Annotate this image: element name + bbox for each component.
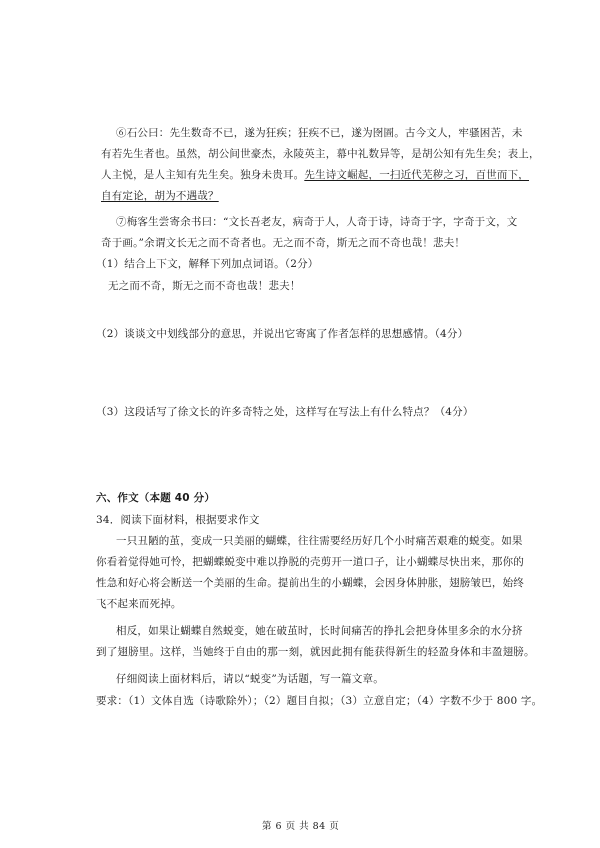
material-p1-line2: 你看着觉得她可怜，把蝴蝶蜕变中难以挣脱的壳剪开一道口子，让小蝴蝶尽快出来，那你的 (96, 556, 524, 568)
question-34-title: 34．阅读下面材料，根据要求作文 (96, 514, 260, 526)
question-1-quote: 无之而不奇，斯无之而不奇也哉！悲夫！ (108, 280, 301, 292)
question-2-prompt: （2）谈谈文中划线部分的意思，并说出它寄寓了作者怎样的思想感情。（4分） (96, 328, 469, 340)
page-number-footer: 第 6 页 共 84 页 (262, 821, 340, 832)
section-6-heading: 六、作文（本题 40 分） (96, 492, 216, 504)
passage-p6-line2: 有若先生者也。虽然，胡公间世豪杰，永陵英主，幕中礼数异等，是胡公知有先生矣；表上， (101, 148, 540, 160)
question-3-prompt: （3）这段话写了徐文长的许多奇特之处，这样写在写法上有什么特点？（4分） (96, 406, 474, 418)
material-p1-line3: 性急和好心将会断送一个美丽的生命。提前出生的小蝴蝶，会因身体肿胀，翅膀皱巴，始终 (96, 577, 524, 589)
composition-requirements: 要求：（1）文体自选（诗歌除外）；（2）题目自拟；（3）立意自定；（4）字数不少于 800 字。 (96, 695, 543, 707)
composition-instruction: 仔细阅读上面材料后，请以“蜕变”为话题，写一篇文章。 (116, 673, 384, 685)
passage-p6-line1: ⑥石公曰：先生数奇不已，遂为狂疾；狂疾不已，遂为囹圄。古今文人，牢骚困苦，未 (116, 127, 523, 139)
material-p1-line1: 一只丑陋的茧，变成一只美丽的蝴蝶，往往需要经历好几个小时痛苦艰难的蜕变。如果 (116, 535, 523, 547)
material-p1-line4: 飞不起来而死掉。 (96, 598, 182, 610)
material-p2-line1: 相反，如果让蝴蝶自然蜕变，她在破茧时，长时间痛苦的挣扎会把身体里多余的水分挤 (116, 625, 523, 637)
passage-p6-line3-plain: 人主悦，是人主知有先生矣。独身未贵耳。 (101, 169, 305, 181)
material-p2-line2: 到了翅膀里。这样，当她终于自由的那一刻，就因此拥有能获得新生的轻盈身体和丰盈翅膀。 (96, 646, 535, 658)
question-1-prompt: （1）结合上下文，解释下列加点词语。（2分） (96, 258, 319, 270)
passage-p6-line3 (101, 168, 529, 182)
underlined-sentence-part2: 自有定论，胡为不遇哉？ (101, 190, 219, 202)
passage-p7-line1: ⑦梅客生尝寄余书曰：“文长吾老友，病奇于人，人奇于诗，诗奇于字，字奇于文，文 (116, 216, 518, 228)
passage-p7-line2: 奇于画。”余谓文长无之而不奇者也。无之而不奇，斯无之而不奇也哉！悲夫！ (101, 237, 466, 249)
underlined-sentence-part1: 先生诗文崛起，一扫近代芜秽之习，百世而下， (304, 169, 530, 181)
